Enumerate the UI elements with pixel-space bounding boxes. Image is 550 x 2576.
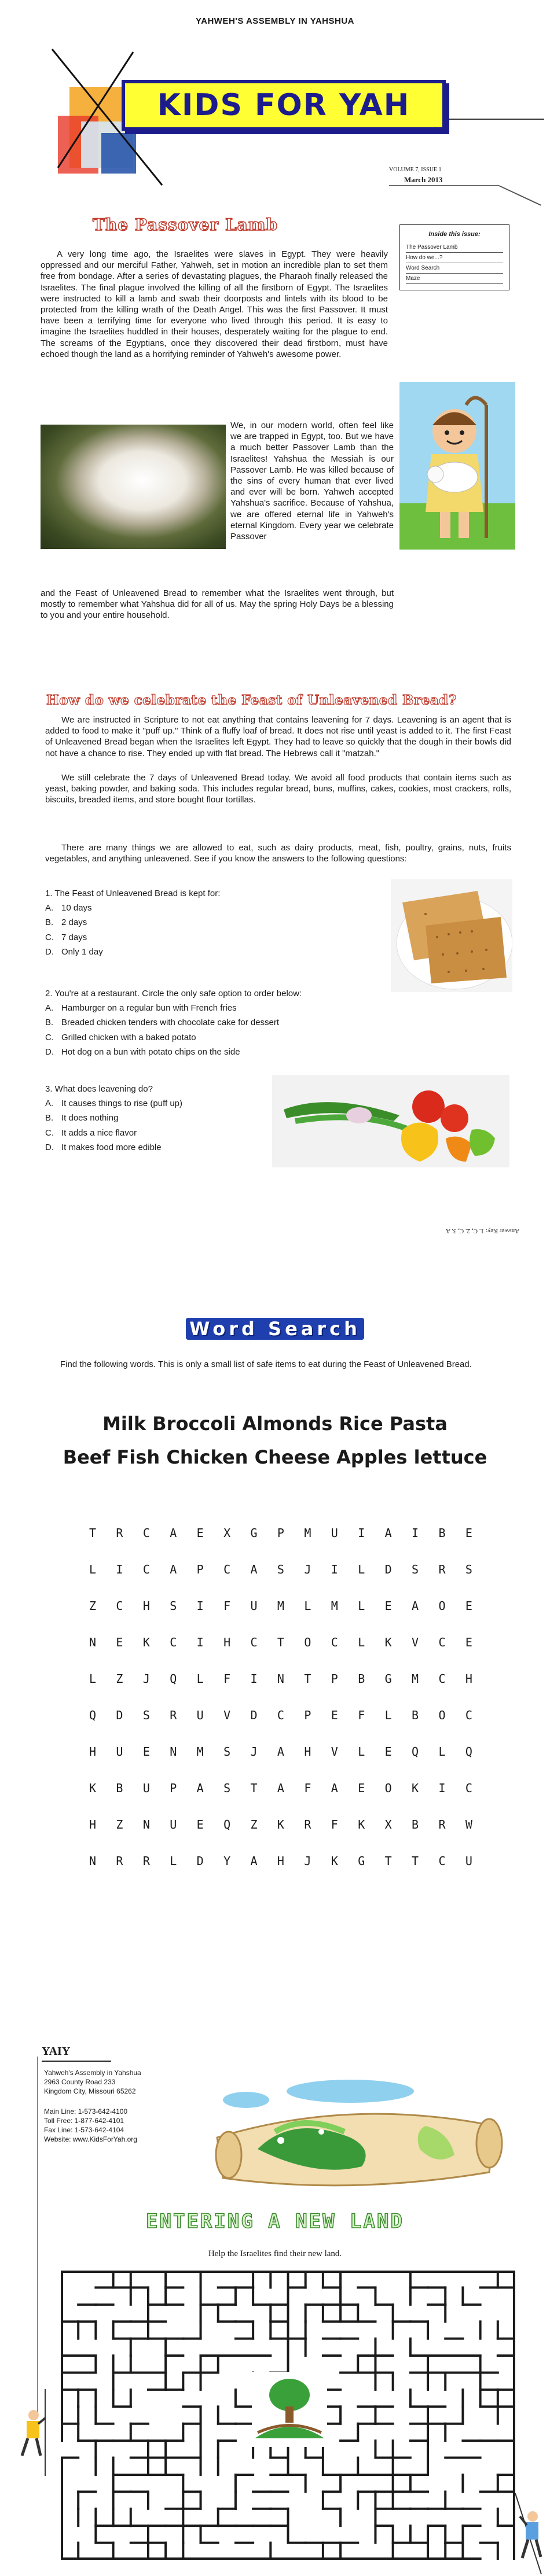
grid-letter[interactable]: H bbox=[304, 1744, 311, 1759]
grid-letter[interactable]: M bbox=[412, 1671, 419, 1686]
grid-letter[interactable]: V bbox=[223, 1708, 231, 1722]
maze[interactable] bbox=[61, 2271, 515, 2560]
grid-letter[interactable]: S bbox=[277, 1562, 284, 1576]
contents-item[interactable]: Maze bbox=[406, 274, 503, 284]
grid-letter[interactable]: L bbox=[170, 1853, 177, 1868]
contact-org: Yahweh's Assembly in Yahshua bbox=[44, 2069, 141, 2077]
quiz-option[interactable]: B. Breaded chicken tenders with chocolate cake for dessert bbox=[45, 1018, 280, 1028]
grid-letter[interactable]: C bbox=[438, 1671, 446, 1686]
grid-letter[interactable]: E bbox=[384, 1744, 392, 1759]
grid-letter[interactable]: I bbox=[331, 1562, 338, 1576]
grid-letter[interactable]: S bbox=[223, 1781, 231, 1795]
issue-rule bbox=[389, 185, 499, 186]
word-list-line-1: Milk Broccoli Almonds Rice Pasta bbox=[102, 1413, 448, 1435]
grid-letter[interactable]: T bbox=[277, 1635, 284, 1649]
grid-letter[interactable]: I bbox=[358, 1525, 365, 1540]
grid-letter[interactable]: T bbox=[412, 1853, 419, 1868]
grid-letter[interactable]: D bbox=[384, 1562, 392, 1576]
grid-letter[interactable]: A bbox=[170, 1562, 177, 1576]
grid-letter[interactable]: W bbox=[465, 1817, 472, 1831]
yaiy-logo: YAIY bbox=[42, 2045, 71, 2058]
grid-letter[interactable]: E bbox=[465, 1598, 472, 1613]
grid-row bbox=[81, 1587, 481, 1624]
grid-letter[interactable]: A bbox=[196, 1781, 204, 1795]
question-text: 2. You're at a restaurant. Circle the only safe option to order below: bbox=[45, 989, 302, 998]
maze-title: ENTERING A NEW LAND bbox=[146, 2210, 404, 2233]
grid-letter[interactable]: A bbox=[412, 1598, 419, 1613]
grid-row bbox=[81, 1551, 481, 1587]
answer-key: Answer Key: 1. C, 2. C, 3. A bbox=[446, 1228, 520, 1234]
grid-letter[interactable]: J bbox=[142, 1671, 150, 1686]
quiz-option[interactable]: A. Hamburger on a regular bun with French fries bbox=[45, 1003, 237, 1014]
grid-letter[interactable]: L bbox=[438, 1744, 446, 1759]
grid-letter[interactable]: H bbox=[89, 1744, 97, 1759]
masthead bbox=[122, 80, 446, 131]
climber-left-illustration bbox=[16, 2389, 51, 2476]
corner-rule bbox=[499, 185, 541, 206]
grid-row bbox=[81, 1770, 481, 1806]
quiz-question-3 bbox=[45, 1082, 369, 1155]
grid-letter[interactable]: Z bbox=[250, 1817, 258, 1831]
grid-letter[interactable]: L bbox=[89, 1671, 97, 1686]
grid-letter[interactable]: T bbox=[250, 1781, 258, 1795]
contact-main-line: Main Line: 1-573-642-4100 bbox=[44, 2107, 128, 2116]
grid-letter[interactable]: Y bbox=[223, 1853, 231, 1868]
contact-toll-free: Toll Free: 1-877-642-4101 bbox=[44, 2116, 124, 2125]
grid-letter[interactable]: U bbox=[116, 1744, 123, 1759]
grid-letter[interactable]: S bbox=[412, 1562, 419, 1576]
quiz-question-2 bbox=[45, 986, 369, 1059]
grid-letter[interactable]: M bbox=[331, 1598, 338, 1613]
contents-item[interactable]: The Passover Lamb bbox=[406, 242, 503, 253]
grid-letter[interactable]: Q bbox=[223, 1817, 231, 1831]
grid-letter[interactable]: S bbox=[223, 1744, 231, 1759]
passover-paragraph-1: A very long time ago, the Israelites were slaves in Egypt. They were heavily oppressed and our merciful Father, Yahweh, set in motion an incredible plan to set them free from bondage. After a series of devastating plagues, the Pharaoh finally released the Israelites. The final plague involved the killing of all the firstborn of Egypt. The Israelites were instructed to kill a lamb and swab their doorposts and lintels with its blood to be protected from the killing wrath of the Death Angel. This was the first Passover. It must have been a terrifying time for everyone who lived through this period. It is easy to imagine the Israelites huddled in their houses, desperately waiting for the plague to end. The screams of the Egyptians, once they discovered their dead firstborn, must have echoed though the land as a horrifying reminder of Yahweh's awesome power. bbox=[41, 249, 388, 359]
grid-letter[interactable]: Q bbox=[170, 1671, 177, 1686]
grid-letter[interactable]: E bbox=[142, 1744, 150, 1759]
grid-letter[interactable]: F bbox=[304, 1781, 311, 1795]
lamb-photo bbox=[41, 425, 226, 549]
grid-letter[interactable]: Q bbox=[412, 1744, 419, 1759]
maze-subtitle: Help the Israelites find their new land. bbox=[208, 2249, 342, 2258]
question-text: 1. The Feast of Unleavened Bread is kept for: bbox=[45, 889, 221, 898]
grid-letter[interactable]: N bbox=[170, 1744, 177, 1759]
contact-address-1: 2963 County Road 233 bbox=[44, 2078, 116, 2087]
grid-letter[interactable]: I bbox=[116, 1562, 123, 1576]
quiz-option[interactable]: D. It makes food more edible bbox=[45, 1142, 162, 1152]
grid-letter[interactable]: J bbox=[304, 1853, 311, 1868]
grid-letter[interactable]: H bbox=[223, 1635, 231, 1649]
grid-letter[interactable]: A bbox=[250, 1853, 258, 1868]
grid-letter[interactable]: I bbox=[250, 1671, 258, 1686]
grid-letter[interactable]: A bbox=[170, 1525, 177, 1540]
grid-letter[interactable]: O bbox=[304, 1635, 311, 1649]
grid-letter[interactable]: C bbox=[223, 1562, 231, 1576]
grid-letter[interactable]: E bbox=[331, 1708, 338, 1722]
matzah-photo bbox=[391, 879, 512, 992]
grid-letter[interactable]: V bbox=[331, 1744, 338, 1759]
grid-letter[interactable]: E bbox=[358, 1781, 365, 1795]
grid-letter[interactable]: Z bbox=[116, 1671, 123, 1686]
grid-letter[interactable]: C bbox=[438, 1853, 446, 1868]
grid-letter[interactable]: O bbox=[438, 1598, 446, 1613]
passover-paragraph-3: and the Feast of Unleavened Bread to remember what the Israelites went through, but mostly to remember what Yahshua did for all of us. May the spring Holy Days be a blessing to you and your entire household. bbox=[41, 588, 394, 621]
grid-letter[interactable]: S bbox=[170, 1598, 177, 1613]
grid-letter[interactable]: O bbox=[438, 1708, 446, 1722]
grid-row bbox=[81, 1842, 481, 1879]
masthead-title: KIDS FOR YAH bbox=[157, 88, 410, 123]
grid-letter[interactable]: U bbox=[142, 1781, 150, 1795]
grid-letter[interactable]: R bbox=[170, 1708, 177, 1722]
grid-letter[interactable]: U bbox=[196, 1708, 204, 1722]
grid-letter[interactable]: L bbox=[304, 1598, 311, 1613]
grid-letter[interactable]: B bbox=[412, 1708, 419, 1722]
grid-letter[interactable]: L bbox=[358, 1562, 365, 1576]
grid-letter[interactable]: Z bbox=[116, 1817, 123, 1831]
contents-item[interactable]: Word Search bbox=[406, 263, 503, 274]
grid-letter[interactable]: K bbox=[89, 1781, 97, 1795]
grid-letter[interactable]: P bbox=[170, 1781, 177, 1795]
grid-letter[interactable]: L bbox=[358, 1635, 365, 1649]
grid-letter[interactable]: U bbox=[465, 1853, 472, 1868]
grid-letter[interactable]: R bbox=[116, 1525, 123, 1540]
grid-letter[interactable]: K bbox=[412, 1781, 419, 1795]
grid-letter[interactable]: I bbox=[412, 1525, 419, 1540]
passover-paragraph-2: We, in our modern world, often feel like we are trapped in Egypt, too. But we have a much better Passover Lamb than the Israelites! Yahshua the Messiah is our Passover Lamb. He was killed because of the sins of every human that ever lived and ever will be born. Yahweh accepted Yahshua's sacrifice. Because of Yahshua, we are offered eternal life in Yahweh's eternal Kingdom. Every year we celebrate Passover bbox=[230, 421, 394, 541]
word-search-title: Word Search bbox=[186, 1318, 364, 1340]
grid-letter[interactable]: D bbox=[196, 1853, 204, 1868]
grid-letter[interactable]: D bbox=[116, 1708, 123, 1722]
word-search-grid bbox=[81, 1514, 481, 1879]
grid-letter[interactable]: J bbox=[304, 1562, 311, 1576]
unleavened-paragraph-3: There are many things we are allowed to eat, such as dairy products, meat, fish, poultry, grains, nuts, fruits vegetables, and anything unleavened. See if you know the answers to the following questions: bbox=[45, 843, 511, 864]
grid-letter[interactable]: M bbox=[304, 1525, 311, 1540]
unleavened-title: How do we celebrate the Feast of Unleavened Bread? bbox=[46, 692, 457, 708]
grid-letter[interactable]: E bbox=[384, 1598, 392, 1613]
grid-letter[interactable]: R bbox=[438, 1562, 446, 1576]
grid-letter[interactable]: H bbox=[465, 1671, 472, 1686]
passover-title: The Passover Lamb bbox=[93, 215, 278, 234]
grid-letter[interactable]: X bbox=[384, 1817, 392, 1831]
question-text: 3. What does leavening do? bbox=[45, 1084, 153, 1094]
grid-letter[interactable]: C bbox=[142, 1525, 150, 1540]
grid-letter[interactable]: F bbox=[331, 1817, 338, 1831]
grid-letter[interactable]: U bbox=[250, 1598, 258, 1613]
grid-row bbox=[81, 1733, 481, 1770]
promised-land-icon bbox=[252, 2372, 327, 2447]
grid-letter[interactable]: P bbox=[331, 1671, 338, 1686]
grid-letter[interactable]: V bbox=[412, 1635, 419, 1649]
quiz-option[interactable]: B. 2 days bbox=[45, 917, 87, 928]
grid-letter[interactable]: E bbox=[116, 1635, 123, 1649]
grid-letter[interactable]: K bbox=[384, 1635, 392, 1649]
quiz-option[interactable]: D. Only 1 day bbox=[45, 946, 103, 957]
grid-letter[interactable]: L bbox=[196, 1671, 204, 1686]
grid-letter[interactable]: J bbox=[250, 1744, 258, 1759]
quiz-option[interactable]: A. 10 days bbox=[45, 903, 92, 913]
org-title: YAHWEH'S ASSEMBLY IN YAHSHUA bbox=[195, 16, 355, 26]
margin-rule bbox=[37, 2057, 38, 2415]
grid-letter[interactable]: H bbox=[142, 1598, 150, 1613]
grid-letter[interactable]: C bbox=[277, 1708, 284, 1722]
grid-letter[interactable]: L bbox=[358, 1598, 365, 1613]
grid-letter[interactable]: I bbox=[196, 1598, 204, 1613]
grid-letter[interactable]: C bbox=[465, 1708, 472, 1722]
grid-letter[interactable]: C bbox=[142, 1562, 150, 1576]
grid-letter[interactable]: L bbox=[358, 1744, 365, 1759]
unleavened-paragraph-1: We are instructed in Scripture to not eat anything that contains leavening for 7 days. Leavening is an agent that is added to food to make it "puff up." Think of a fluffy loaf of bread. It does not rise until yeast is added to it. The first Feast of Unleavened Bread began when the Israelites left Egypt. They had to leave so quickly that the dough in their bowls did not have a chance to rise. They ended up with flat bread. The Hebrews call it "matzah." bbox=[45, 715, 511, 758]
grid-letter[interactable]: U bbox=[331, 1525, 338, 1540]
grid-letter[interactable]: N bbox=[277, 1671, 284, 1686]
quiz-question-1 bbox=[45, 886, 369, 959]
grid-letter[interactable]: U bbox=[170, 1817, 177, 1831]
grid-letter[interactable]: F bbox=[358, 1708, 365, 1722]
grid-row bbox=[81, 1624, 481, 1660]
grid-letter[interactable]: Q bbox=[89, 1708, 97, 1722]
climber-right-illustration bbox=[509, 2493, 550, 2574]
grid-letter[interactable]: T bbox=[384, 1853, 392, 1868]
quiz-option[interactable]: C. It adds a nice flavor bbox=[45, 1127, 137, 1138]
grid-letter[interactable]: L bbox=[384, 1708, 392, 1722]
grid-letter[interactable]: P bbox=[304, 1708, 311, 1722]
grid-letter[interactable]: A bbox=[331, 1781, 338, 1795]
contact-website[interactable]: Website: www.KidsForYah.org bbox=[44, 2135, 137, 2144]
grid-letter[interactable]: N bbox=[142, 1817, 150, 1831]
scroll-map-illustration bbox=[206, 2074, 507, 2192]
grid-letter[interactable]: B bbox=[412, 1817, 419, 1831]
grid-letter[interactable]: R bbox=[116, 1853, 123, 1868]
grid-letter[interactable]: B bbox=[116, 1781, 123, 1795]
grid-letter[interactable]: R bbox=[142, 1853, 150, 1868]
grid-letter[interactable]: K bbox=[331, 1853, 338, 1868]
quiz-option[interactable]: C. Grilled chicken with a baked potato bbox=[45, 1032, 196, 1042]
grid-letter[interactable]: S bbox=[142, 1708, 150, 1722]
grid-letter[interactable]: E bbox=[196, 1525, 204, 1540]
grid-letter[interactable]: Q bbox=[465, 1744, 472, 1759]
grid-letter[interactable]: C bbox=[116, 1598, 123, 1613]
word-list-line-2: Beef Fish Chicken Cheese Apples lettuce bbox=[63, 1446, 487, 1468]
grid-letter[interactable]: M bbox=[196, 1744, 204, 1759]
grid-row bbox=[81, 1660, 481, 1697]
grid-letter[interactable]: M bbox=[277, 1598, 284, 1613]
grid-letter[interactable]: K bbox=[142, 1635, 150, 1649]
grid-letter[interactable]: G bbox=[358, 1853, 365, 1868]
grid-letter[interactable]: R bbox=[304, 1817, 311, 1831]
grid-letter[interactable]: S bbox=[465, 1562, 472, 1576]
grid-letter[interactable]: N bbox=[89, 1635, 97, 1649]
contact-block bbox=[44, 2068, 141, 2144]
grid-letter[interactable]: A bbox=[250, 1562, 258, 1576]
grid-letter[interactable]: P bbox=[196, 1562, 204, 1576]
grid-letter[interactable]: D bbox=[250, 1708, 258, 1722]
grid-letter[interactable]: A bbox=[277, 1744, 284, 1759]
grid-letter[interactable]: E bbox=[465, 1525, 472, 1540]
word-search-title-wrap bbox=[0, 1318, 550, 1340]
grid-letter[interactable]: G bbox=[250, 1525, 258, 1540]
grid-letter[interactable]: A bbox=[277, 1781, 284, 1795]
contents-box bbox=[399, 224, 509, 290]
grid-letter[interactable]: R bbox=[438, 1817, 446, 1831]
grid-letter[interactable]: C bbox=[331, 1635, 338, 1649]
grid-letter[interactable]: L bbox=[89, 1562, 97, 1576]
grid-letter[interactable]: X bbox=[223, 1525, 231, 1540]
grid-letter[interactable]: B bbox=[358, 1671, 365, 1686]
volume-label: VOLUME 7, ISSUE 1 bbox=[389, 167, 442, 173]
grid-letter[interactable]: G bbox=[384, 1671, 392, 1686]
grid-letter[interactable]: E bbox=[196, 1817, 204, 1831]
quiz-option[interactable]: D. Hot dog on a bun with potato chips on the side bbox=[45, 1046, 240, 1057]
grid-letter[interactable]: H bbox=[89, 1817, 97, 1831]
grid-row bbox=[81, 1697, 481, 1733]
grid-letter[interactable]: T bbox=[304, 1671, 311, 1686]
grid-letter[interactable]: H bbox=[277, 1853, 284, 1868]
issue-date: March 2013 bbox=[404, 175, 443, 184]
unleavened-paragraph-2: We still celebrate the 7 days of Unleavened Bread today. We avoid all food products that contain items such as yeast, baking powder, and baking soda. This includes regular bread, buns, muffins, cakes, cookies, most crackers, rolls, biscuits, breaded items, and store bought flour tortillas. bbox=[45, 773, 511, 805]
grid-letter[interactable]: F bbox=[223, 1671, 231, 1686]
contact-fax: Fax Line: 1-573-642-4104 bbox=[44, 2125, 124, 2134]
grid-letter[interactable]: B bbox=[438, 1525, 446, 1540]
word-search-intro: Find the following words. This is only a small list of safe items to eat during the Feast of Unleavened Bread. bbox=[60, 1359, 472, 1369]
grid-letter[interactable]: K bbox=[358, 1817, 365, 1831]
grid-letter[interactable]: E bbox=[465, 1635, 472, 1649]
grid-letter[interactable]: C bbox=[438, 1635, 446, 1649]
grid-row bbox=[81, 1514, 481, 1551]
grid-letter[interactable]: N bbox=[89, 1853, 97, 1868]
quiz-option[interactable]: A. It causes things to rise (puff up) bbox=[45, 1099, 182, 1109]
grid-letter[interactable]: F bbox=[223, 1598, 231, 1613]
grid-letter[interactable]: C bbox=[250, 1635, 258, 1649]
logo-rule bbox=[42, 2061, 111, 2062]
contents-item[interactable]: How do we...? bbox=[406, 253, 503, 263]
grid-letter[interactable]: Z bbox=[89, 1598, 97, 1613]
grid-row bbox=[81, 1806, 481, 1842]
grid-letter[interactable]: P bbox=[277, 1525, 284, 1540]
grid-letter[interactable]: C bbox=[465, 1781, 472, 1795]
grid-letter[interactable]: K bbox=[277, 1817, 284, 1831]
contact-address-2: Kingdom City, Missouri 65262 bbox=[44, 2087, 136, 2096]
shepherd-boy-illustration bbox=[399, 382, 515, 550]
grid-letter[interactable]: T bbox=[89, 1525, 97, 1540]
contents-heading: Inside this issue: bbox=[428, 231, 481, 238]
grid-letter[interactable]: I bbox=[438, 1781, 446, 1795]
quiz-option[interactable]: C. 7 days bbox=[45, 932, 87, 942]
grid-letter[interactable]: C bbox=[170, 1635, 177, 1649]
grid-letter[interactable]: I bbox=[196, 1635, 204, 1649]
quiz-option[interactable]: B. It does nothing bbox=[45, 1113, 119, 1123]
grid-letter[interactable]: A bbox=[384, 1525, 392, 1540]
grid-letter[interactable]: O bbox=[384, 1781, 392, 1795]
